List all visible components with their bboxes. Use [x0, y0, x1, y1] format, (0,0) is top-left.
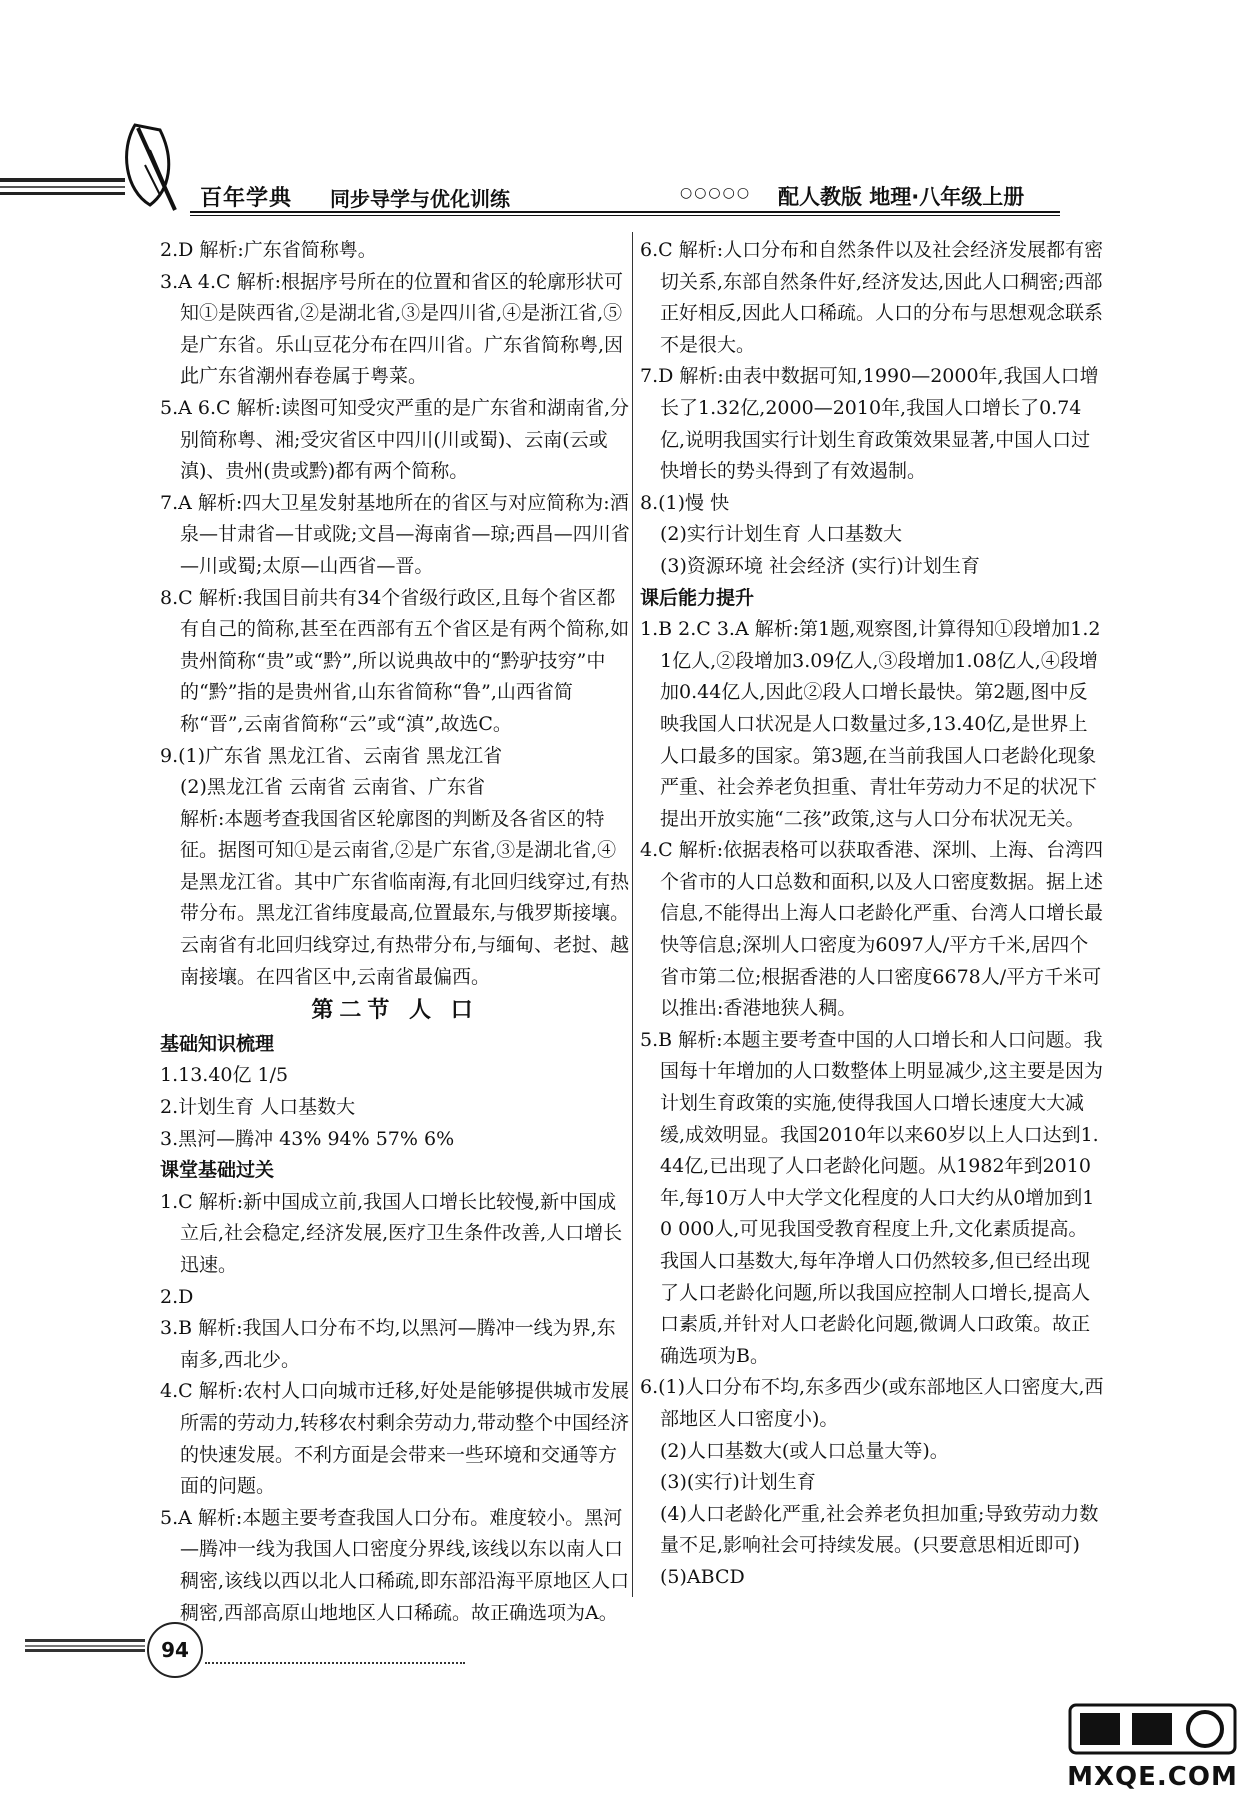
answer-item: 3.B 解析:我国人口分布不均,以黑河—腾冲一线为界,东南多,西北少。 [160, 1317, 616, 1371]
answer-item: 4.C 解析:依据表格可以获取香港、深圳、上海、台湾四个省市的人口总数和面积,以及人口密度数据。据上述信息,不能得出上海人口老龄化严重、台湾人口增长最快等信息;深圳人口密度为6097人/平方千米,居四个省市第二位;根据香港的人口密度6678人/平方千米可以推出:香港地狭人稠。 [640, 839, 1104, 1020]
answer-item: 2.D [160, 1285, 194, 1308]
answer-subitem: (3)(实行)计划生育 [660, 1471, 816, 1494]
header-dots: ○○○○○ [680, 185, 752, 201]
answer-item: 5.A 6.C 解析:读图可知受灾严重的是广东省和湖南省,分别简称粤、湘;受灾省区中四川(川或蜀)、云南(云或滇)、贵州(贵或黔)都有两个简称。 [160, 396, 630, 483]
answer-subitem: (2)黑龙江省 云南省 云南省、广东省 [180, 776, 485, 799]
answer-subitem: (2)实行计划生育 人口基数大 [660, 523, 902, 546]
answer-item: 3.A 4.C 解析:根据序号所在的位置和省区的轮廓形状可知①是陕西省,②是湖北省,③是四川省,④是浙江省,⑤是广东省。乐山豆花分布在四川省。广东省简称粤,因此广东省潮州春卷属于粤菜。 [160, 270, 624, 388]
answer-item: 2.计划生育 人口基数大 [160, 1096, 356, 1119]
answer-subitem: (2)人口基数大(或人口总量大等)。 [660, 1439, 949, 1462]
answer-item: 1.C 解析:新中国成立前,我国人口增长比较慢,新中国成立后,社会稳定,经济发展,医疗卫生条件改善,人口增长迅速。 [160, 1190, 623, 1276]
page-number: 94 [147, 1622, 203, 1678]
subheading-class: 课堂基础过关 [160, 1159, 275, 1182]
answer-item: 5.B 解析:本题主要考查中国的人口增长和人口问题。我国每十年增加的人口数整体上明显减少,这主要是因为计划生育政策的实施,使得我国人口增长速度大大减缓,成效明显。我国2010年以来60岁以上人口达到1.44亿,已出现了人口老龄化问题。从1982年到2010年,每10万人中大学文化程度的人口大约从0增加到10 000人,可见我国受教育程度上升,文化素质提高。我国人口基数大,每年净增人口仍然较多,但已经出现了人口老龄化问题,所以我国应控制人口增长,提高人口素质,并针对人口老龄化问题,微调人口政策。故正确选项为B。 [640, 1028, 1104, 1367]
header-rule-thin [190, 215, 1060, 216]
footer-dotted-line [205, 1662, 465, 1664]
edition-label: 配人教版 地理·八年级上册 [778, 185, 1025, 209]
answer-item: 8.C 解析:我国目前共有34个省级行政区,且每个省区都有自己的简称,甚至在西部有五个省区是有两个简称,如贵州简称“贵”或“黔”,所以说典故中的“黔驴技穷”中的“黔”指的是贵州省,山东省简称“鲁”,山西省简称“晋”,云南省简称“云”或“滇”,故选C。 [160, 586, 630, 735]
footer-hatch-decoration [25, 1637, 145, 1653]
answer-item: 6.C 解析:人口分布和自然条件以及社会经济发展都有密切关系,东部自然条件好,经济发达,因此人口稠密;西部正好相反,因此人口稀疏。人口的分布与思想观念联系不是很大。 [640, 239, 1104, 356]
answer-item: 4.C 解析:农村人口向城市迁移,好处是能够提供城市发展所需的劳动力,转移农村剩余劳动力,带动整个中国经济的快速发展。不利方面是会带来一些环境和交通等方面的问题。 [160, 1380, 630, 1498]
answer-item: 3.黑河—腾冲 43% 94% 57% 6% [160, 1127, 455, 1150]
left-column [160, 235, 630, 1629]
answer-subitem: (5)ABCD [660, 1565, 745, 1588]
subheading-basic: 基础知识梳理 [160, 1032, 275, 1055]
answer-item: 2.D 解析:广东省简称粤。 [160, 239, 377, 261]
watermark-logo-icon [1060, 1697, 1245, 1757]
subheading-after-class: 课后能力提升 [640, 586, 755, 609]
answer-explanation: 解析:本题考查我国省区轮廓图的判断及各省区的特征。据图可知①是云南省,②是广东省,③是湖北省,④是黑龙江省。其中广东省临南海,有北回归线穿过,有热带分布。黑龙江省纬度最高,位置最东,与俄罗斯接壤。云南省有北回归线穿过,有热带分布,与缅甸、老挝、越南接壤。在四省区中,云南省最偏西。 [180, 807, 630, 988]
answer-item: 1.B 2.C 3.A 解析:第1题,观察图,计算得知①段增加1.21亿人,②段增加3.09亿人,③段增加1.08亿人,④段增加0.44亿人,因此②段人口增长最快。第2题,图中反映我国人口状况是人口数量过多,13.40亿,是世界上人口最多的国家。第3题,在当前我国人口老龄化现象严重、社会养老负担重、青壮年劳动力不足的状况下提出开放实施“二孩”政策,这与人口分布状况无关。 [640, 618, 1101, 830]
section-title: 第二节 人 口 [311, 998, 479, 1024]
watermark-text: MXQE.COM [1067, 1762, 1238, 1792]
book-title: 百年学典 [200, 186, 293, 211]
answer-item: 9.(1)广东省 黑龙江省、云南省 黑龙江省 [160, 744, 503, 767]
answer-item: 5.A 解析:本题主要考查我国人口分布。难度较小。黑河—腾冲一线为我国人口密度分界线,该线以东以南人口稠密,该线以西以北人口稀疏,即东部沿海平原地区人口稠密,西部高原山地地区人口稀疏。故正确选项为A。 [160, 1506, 630, 1624]
right-column [640, 235, 1105, 1594]
answer-item: 6.(1)人口分布不均,东多西少(或东部地区人口密度大,西部地区人口密度小)。 [640, 1376, 1104, 1430]
watermark [1060, 1697, 1245, 1792]
answer-subitem: (4)人口老龄化严重,社会养老负担加重;导致劳动力数量不足,影响社会可持续发展。(只要意思相近即可) [660, 1502, 1099, 1557]
quill-logo-icon [0, 0, 200, 215]
answer-subitem: (3)资源环境 社会经济 (实行)计划生育 [660, 554, 980, 577]
answer-item: 7.D 解析:由表中数据可知,1990—2000年,我国人口增长了1.32亿,2000—2010年,我国人口增长了0.74亿,说明我国实行计划生育政策效果显著,中国人口过快增长的势头得到了有效遏制。 [640, 365, 1099, 483]
column-divider [632, 232, 633, 1597]
answer-item: 7.A 解析:四大卫星发射基地所在的省区与对应简称为:酒泉—甘肃省—甘或陇;文昌—海南省—琼;西昌—四川省—川或蜀;太原—山西省—晋。 [160, 491, 630, 577]
book-subtitle: 同步导学与优化训练 [330, 187, 510, 211]
answer-item: 1.13.40亿 1/5 [160, 1064, 289, 1087]
page-header [0, 0, 1253, 230]
header-rule [190, 211, 1060, 213]
answer-item: 8.(1)慢 快 [640, 491, 730, 514]
